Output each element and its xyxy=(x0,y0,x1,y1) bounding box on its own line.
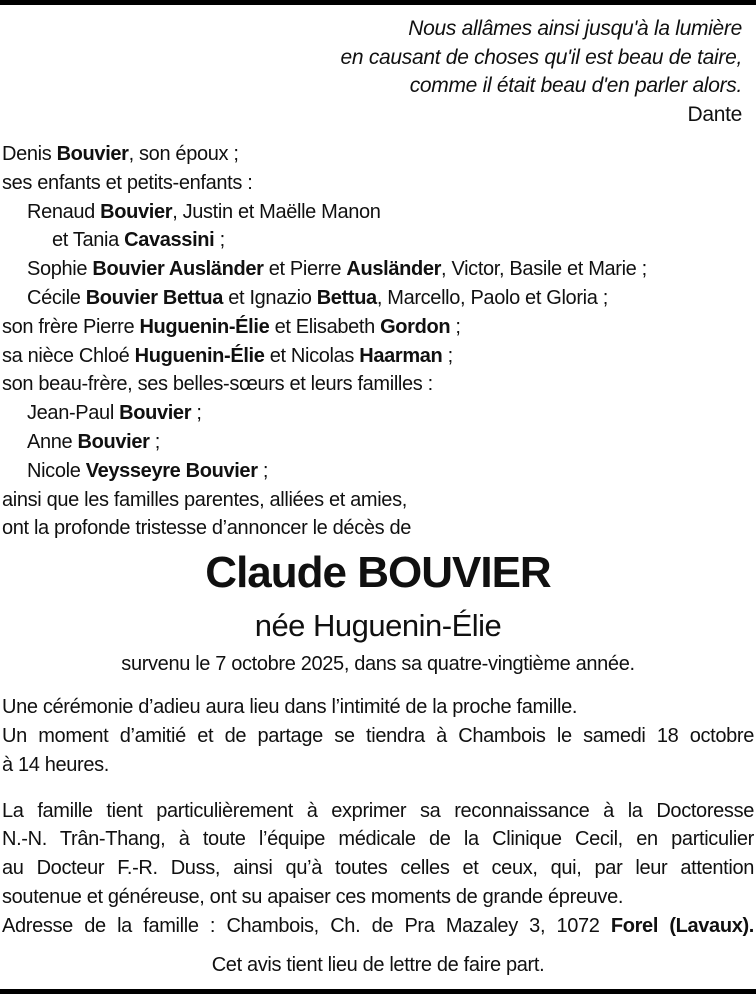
top-rule xyxy=(0,0,756,5)
family-line: son beau-frère, ses belles-sœurs et leurs familles : xyxy=(2,373,433,396)
family-line: Jean-Paul Bouvier ; xyxy=(27,402,202,425)
acknowledgment-line: La famille tient particulièrement à exprimer sa reconnaissance à la Doctoresse xyxy=(2,799,754,822)
acknowledgment-line: soutenue et généreuse, ont su apaiser ces moments de grande épreuve. xyxy=(2,885,624,908)
death-date-line: survenu le 7 octobre 2025, dans sa quatre-vingtième année. xyxy=(121,653,635,676)
closing-line: Cet avis tient lieu de lettre de faire part. xyxy=(211,953,545,976)
family-line: Sophie Bouvier Ausländer et Pierre Ausländer, Victor, Basile et Marie ; xyxy=(27,258,647,281)
ceremony-line: Un moment d’amitié et de partage se tiendra à Chambois le samedi 18 octobre xyxy=(2,724,754,747)
family-line: Denis Bouvier, son époux ; xyxy=(2,143,239,165)
acknowledgment-line: N.-N. Trân-Thang, à toute l’équipe médicale de la Clinique Cecil, en particulier xyxy=(2,828,754,851)
family-line: ont la profonde tristesse d’annoncer le décès de xyxy=(2,517,412,540)
quote-line: Nous allâmes ainsi jusqu'à la lumière xyxy=(408,17,742,40)
memorial-quote xyxy=(2,0,754,129)
deceased-name: Claude BOUVIER xyxy=(205,548,551,598)
family-line: sa nièce Chloé Huguenin-Élie et Nicolas Haarman ; xyxy=(2,344,453,367)
family-line: et Tania Cavassini ; xyxy=(52,229,225,252)
family-list xyxy=(2,140,754,543)
ceremony-line: Une cérémonie d’adieu aura lieu dans l’intimité de la proche famille. xyxy=(2,696,578,719)
family-line: Nicole Veysseyre Bouvier ; xyxy=(27,459,269,482)
quote-attribution: Dante xyxy=(687,102,742,126)
family-line: ainsi que les familles parentes, alliées et amies, xyxy=(2,488,407,511)
acknowledgment-line: Adresse de la famille : Chambois, Ch. de Pra Mazaley 3, 1072 Forel (Lavaux). xyxy=(2,914,754,937)
family-line: son frère Pierre Huguenin-Élie et Elisabeth Gordon ; xyxy=(2,315,461,338)
quote-line: comme il était beau d'en parler alors. xyxy=(409,74,742,97)
quote-line: en causant de choses qu'il est beau de taire, xyxy=(340,45,742,69)
family-line: Anne Bouvier ; xyxy=(27,430,160,453)
bottom-rule xyxy=(0,989,756,994)
acknowledgment-line: au Docteur F.-R. Duss, ainsi qu’à toutes celles et ceux, qui, par leur attention xyxy=(2,857,754,880)
ceremony-paragraph xyxy=(2,693,754,779)
family-line: Renaud Bouvier, Justin et Maëlle Manon xyxy=(27,200,381,223)
family-line: ses enfants et petits-enfants : xyxy=(2,171,253,194)
acknowledgment-paragraph xyxy=(2,797,754,941)
family-line: Cécile Bouvier Bettua et Ignazio Bettua, Marcello, Paolo et Gloria ; xyxy=(27,286,608,309)
maiden-name: née Huguenin-Élie xyxy=(254,608,502,644)
ceremony-line: à 14 heures. xyxy=(2,753,109,776)
